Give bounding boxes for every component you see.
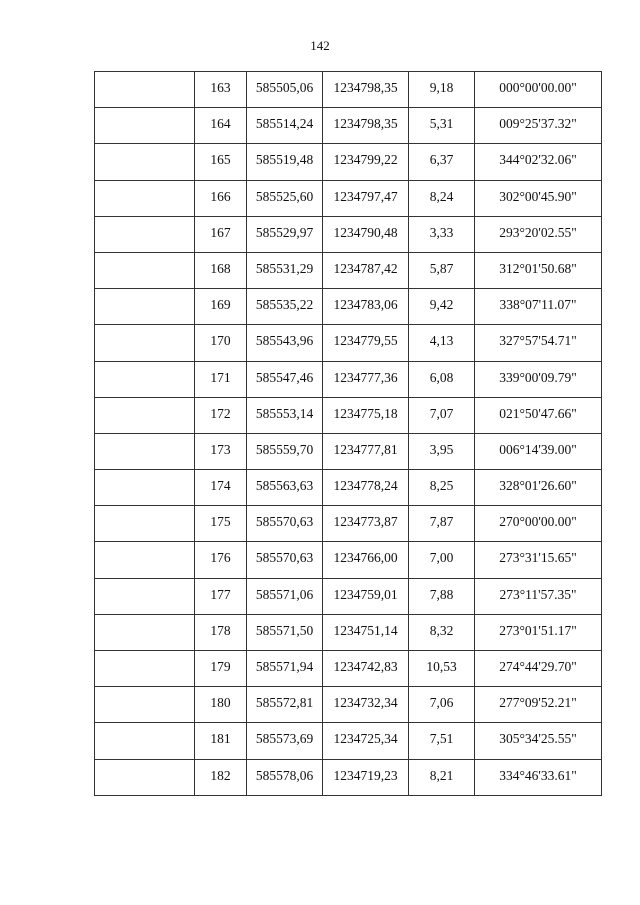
table-row — [95, 614, 602, 650]
blank-cell — [95, 433, 195, 469]
distance-cell: 8,24 — [409, 180, 475, 216]
point-number-cell: 180 — [195, 687, 247, 723]
distance-cell: 9,18 — [409, 72, 475, 108]
point-number-cell: 178 — [195, 614, 247, 650]
table-row — [95, 723, 602, 759]
point-number-cell: 170 — [195, 325, 247, 361]
blank-cell — [95, 361, 195, 397]
distance-cell: 3,33 — [409, 216, 475, 252]
distance-cell: 9,42 — [409, 289, 475, 325]
y-coordinate-cell: 1234797,47 — [323, 180, 409, 216]
point-number-cell: 181 — [195, 723, 247, 759]
direction-angle-cell: 327°57'54.71" — [475, 325, 602, 361]
blank-cell — [95, 252, 195, 288]
table-row — [95, 578, 602, 614]
distance-cell: 8,25 — [409, 470, 475, 506]
y-coordinate-cell: 1234798,35 — [323, 108, 409, 144]
coordinates-table — [94, 71, 602, 796]
distance-cell: 7,06 — [409, 687, 475, 723]
direction-angle-cell: 338°07'11.07" — [475, 289, 602, 325]
distance-cell: 7,00 — [409, 542, 475, 578]
x-coordinate-cell: 585535,22 — [247, 289, 323, 325]
blank-cell — [95, 687, 195, 723]
y-coordinate-cell: 1234787,42 — [323, 252, 409, 288]
point-number-cell: 163 — [195, 72, 247, 108]
blank-cell — [95, 470, 195, 506]
point-number-cell: 179 — [195, 651, 247, 687]
y-coordinate-cell: 1234759,01 — [323, 578, 409, 614]
x-coordinate-cell: 585571,94 — [247, 651, 323, 687]
x-coordinate-cell: 585570,63 — [247, 506, 323, 542]
y-coordinate-cell: 1234719,23 — [323, 759, 409, 795]
distance-cell: 5,31 — [409, 108, 475, 144]
y-coordinate-cell: 1234777,36 — [323, 361, 409, 397]
point-number-cell: 166 — [195, 180, 247, 216]
coordinates-table-body — [95, 72, 602, 796]
table-row — [95, 651, 602, 687]
x-coordinate-cell: 585571,50 — [247, 614, 323, 650]
point-number-cell: 182 — [195, 759, 247, 795]
blank-cell — [95, 397, 195, 433]
direction-angle-cell: 302°00'45.90" — [475, 180, 602, 216]
x-coordinate-cell: 585531,29 — [247, 252, 323, 288]
y-coordinate-cell: 1234779,55 — [323, 325, 409, 361]
direction-angle-cell: 305°34'25.55" — [475, 723, 602, 759]
blank-cell — [95, 614, 195, 650]
direction-angle-cell: 293°20'02.55" — [475, 216, 602, 252]
y-coordinate-cell: 1234742,83 — [323, 651, 409, 687]
blank-cell — [95, 144, 195, 180]
blank-cell — [95, 289, 195, 325]
y-coordinate-cell: 1234732,34 — [323, 687, 409, 723]
distance-cell: 4,13 — [409, 325, 475, 361]
blank-cell — [95, 180, 195, 216]
direction-angle-cell: 000°00'00.00" — [475, 72, 602, 108]
point-number-cell: 174 — [195, 470, 247, 506]
x-coordinate-cell: 585571,06 — [247, 578, 323, 614]
direction-angle-cell: 009°25'37.32" — [475, 108, 602, 144]
distance-cell: 5,87 — [409, 252, 475, 288]
y-coordinate-cell: 1234778,24 — [323, 470, 409, 506]
point-number-cell: 172 — [195, 397, 247, 433]
distance-cell: 7,51 — [409, 723, 475, 759]
y-coordinate-cell: 1234790,48 — [323, 216, 409, 252]
direction-angle-cell: 334°46'33.61" — [475, 759, 602, 795]
distance-cell: 3,95 — [409, 433, 475, 469]
point-number-cell: 171 — [195, 361, 247, 397]
x-coordinate-cell: 585570,63 — [247, 542, 323, 578]
point-number-cell: 176 — [195, 542, 247, 578]
x-coordinate-cell: 585578,06 — [247, 759, 323, 795]
table-row — [95, 216, 602, 252]
x-coordinate-cell: 585563,63 — [247, 470, 323, 506]
blank-cell — [95, 506, 195, 542]
distance-cell: 7,88 — [409, 578, 475, 614]
y-coordinate-cell: 1234799,22 — [323, 144, 409, 180]
blank-cell — [95, 72, 195, 108]
x-coordinate-cell: 585573,69 — [247, 723, 323, 759]
point-number-cell: 165 — [195, 144, 247, 180]
table-row — [95, 108, 602, 144]
y-coordinate-cell: 1234751,14 — [323, 614, 409, 650]
distance-cell: 8,21 — [409, 759, 475, 795]
table-row — [95, 361, 602, 397]
blank-cell — [95, 108, 195, 144]
direction-angle-cell: 273°01'51.17" — [475, 614, 602, 650]
x-coordinate-cell: 585572,81 — [247, 687, 323, 723]
table-row — [95, 144, 602, 180]
y-coordinate-cell: 1234766,00 — [323, 542, 409, 578]
table-row — [95, 325, 602, 361]
direction-angle-cell: 006°14'39.00" — [475, 433, 602, 469]
point-number-cell: 168 — [195, 252, 247, 288]
distance-cell: 8,32 — [409, 614, 475, 650]
x-coordinate-cell: 585553,14 — [247, 397, 323, 433]
x-coordinate-cell: 585514,24 — [247, 108, 323, 144]
x-coordinate-cell: 585543,96 — [247, 325, 323, 361]
point-number-cell: 167 — [195, 216, 247, 252]
x-coordinate-cell: 585525,60 — [247, 180, 323, 216]
point-number-cell: 169 — [195, 289, 247, 325]
blank-cell — [95, 651, 195, 687]
distance-cell: 6,37 — [409, 144, 475, 180]
y-coordinate-cell: 1234783,06 — [323, 289, 409, 325]
point-number-cell: 164 — [195, 108, 247, 144]
direction-angle-cell: 273°31'15.65" — [475, 542, 602, 578]
blank-cell — [95, 723, 195, 759]
point-number-cell: 173 — [195, 433, 247, 469]
blank-cell — [95, 216, 195, 252]
direction-angle-cell: 021°50'47.66" — [475, 397, 602, 433]
y-coordinate-cell: 1234773,87 — [323, 506, 409, 542]
y-coordinate-cell: 1234777,81 — [323, 433, 409, 469]
y-coordinate-cell: 1234725,34 — [323, 723, 409, 759]
table-row — [95, 470, 602, 506]
direction-angle-cell: 270°00'00.00" — [475, 506, 602, 542]
x-coordinate-cell: 585529,97 — [247, 216, 323, 252]
x-coordinate-cell: 585559,70 — [247, 433, 323, 469]
distance-cell: 6,08 — [409, 361, 475, 397]
x-coordinate-cell: 585519,48 — [247, 144, 323, 180]
direction-angle-cell: 274°44'29.70" — [475, 651, 602, 687]
direction-angle-cell: 344°02'32.06" — [475, 144, 602, 180]
y-coordinate-cell: 1234798,35 — [323, 72, 409, 108]
distance-cell: 10,53 — [409, 651, 475, 687]
table-row — [95, 506, 602, 542]
blank-cell — [95, 325, 195, 361]
direction-angle-cell: 277°09'52.21" — [475, 687, 602, 723]
distance-cell: 7,87 — [409, 506, 475, 542]
table-row — [95, 397, 602, 433]
blank-cell — [95, 759, 195, 795]
direction-angle-cell: 273°11'57.35" — [475, 578, 602, 614]
page-number: 142 — [310, 38, 330, 53]
table-row — [95, 759, 602, 795]
blank-cell — [95, 578, 195, 614]
table-row — [95, 180, 602, 216]
table-row — [95, 289, 602, 325]
point-number-cell: 175 — [195, 506, 247, 542]
direction-angle-cell: 328°01'26.60" — [475, 470, 602, 506]
y-coordinate-cell: 1234775,18 — [323, 397, 409, 433]
blank-cell — [95, 542, 195, 578]
x-coordinate-cell: 585505,06 — [247, 72, 323, 108]
distance-cell: 7,07 — [409, 397, 475, 433]
table-row — [95, 72, 602, 108]
x-coordinate-cell: 585547,46 — [247, 361, 323, 397]
table-row — [95, 687, 602, 723]
direction-angle-cell: 312°01'50.68" — [475, 252, 602, 288]
table-row — [95, 542, 602, 578]
table-row — [95, 252, 602, 288]
point-number-cell: 177 — [195, 578, 247, 614]
direction-angle-cell: 339°00'09.79" — [475, 361, 602, 397]
table-row — [95, 433, 602, 469]
